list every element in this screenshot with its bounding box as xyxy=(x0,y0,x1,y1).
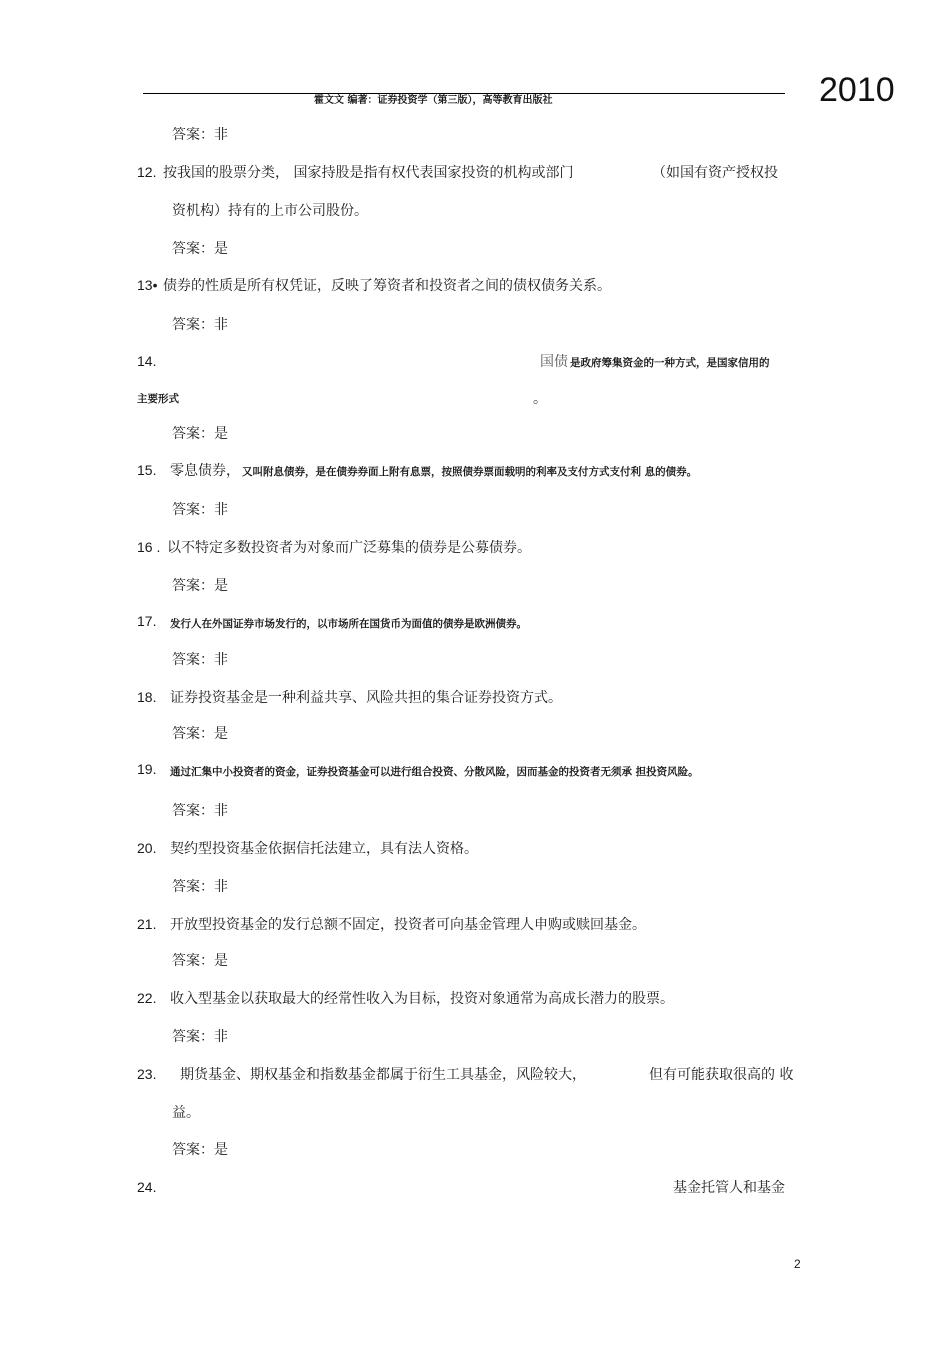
answer-19: 答案：非 xyxy=(172,803,228,819)
q18-text: 证券投资基金是一种利益共享、风险共担的集合证券投资方式。 xyxy=(170,690,562,706)
q16-number: 16 . xyxy=(137,539,161,555)
q14-end: 。 xyxy=(533,391,547,407)
q15-lead: 零息债券， xyxy=(170,463,240,479)
q23-text-1: 期货基金、期权基金和指数基金都属于衍生工具基金，风险较大， xyxy=(180,1067,586,1083)
q21-number: 21. xyxy=(137,916,157,932)
q12-text-1: 按我国的股票分类， 国家持股是指有权代表国家投资的机构或部门 xyxy=(163,165,574,181)
header-year: 2010 xyxy=(819,71,895,109)
answer-22: 答案：非 xyxy=(172,1029,228,1045)
q20-text: 契约型投资基金依据信托法建立，具有法人资格。 xyxy=(170,841,478,857)
q12-number: 12. xyxy=(137,164,157,180)
answer-20: 答案：非 xyxy=(172,879,228,895)
q23-number: 23. xyxy=(137,1066,157,1082)
q17-number: 17. xyxy=(137,613,157,629)
q14-text-2: 主要形式 xyxy=(137,393,179,405)
answer-18: 答案：是 xyxy=(172,726,228,742)
q23-text-3: 益。 xyxy=(172,1105,200,1121)
q12-text-2: （如国有资产授权投 xyxy=(652,165,778,181)
q14-number: 14. xyxy=(137,353,157,369)
q13-number: 13• xyxy=(137,277,158,293)
answer-23: 答案：是 xyxy=(172,1142,228,1158)
q17-text: 发行人在外国证券市场发行的，以市场所在国货币为面值的债券是欧洲债券。 xyxy=(170,618,527,630)
q23-text-2: 但有可能获取很高的 收 xyxy=(649,1067,794,1083)
answer-14: 答案：是 xyxy=(172,426,228,442)
q24-number: 24. xyxy=(137,1179,157,1195)
answer-16: 答案：是 xyxy=(172,578,228,594)
q15-number: 15. xyxy=(137,462,157,478)
answer-13: 答案：非 xyxy=(172,317,228,333)
q16-text: 以不特定多数投资者为对象而广泛募集的债券是公募债券。 xyxy=(167,540,531,556)
q24-text: 基金托管人和基金 xyxy=(673,1180,785,1196)
q18-number: 18. xyxy=(137,689,157,705)
answer-17: 答案：非 xyxy=(172,652,228,668)
q22-text: 收入型基金以获取最大的经常性收入为目标，投资对象通常为高成长潜力的股票。 xyxy=(170,991,674,1007)
page-number: 2 xyxy=(794,1257,801,1271)
answer-21: 答案：是 xyxy=(172,953,228,969)
q15-text: 又叫附息债券，是在债券券面上附有息票，按照债券票面载明的利率及支付方式支付利 息的债券。 xyxy=(242,466,698,478)
q13-text: 债券的性质是所有权凭证，反映了筹资者和投资者之间的债权债务关系。 xyxy=(163,278,611,294)
header-text: 霍文文 编著：证券投资学（第三版），高等教育出版社 xyxy=(314,95,553,106)
answer-12: 答案：是 xyxy=(172,241,228,257)
q19-number: 19. xyxy=(137,761,157,777)
q21-text: 开放型投资基金的发行总额不固定，投资者可向基金管理人申购或赎回基金。 xyxy=(170,917,646,933)
q20-number: 20. xyxy=(137,840,157,856)
q14-text-1: 是政府筹集资金的一种方式，是国家信用的 xyxy=(570,357,770,369)
q19-text: 通过汇集中小投资者的资金，证券投资基金可以进行组合投资、分散风险，因而基金的投资者无须承 担投资风险。 xyxy=(170,766,699,778)
q14-lead: 国债 xyxy=(540,354,568,370)
answer-15: 答案：非 xyxy=(172,502,228,518)
q22-number: 22. xyxy=(137,990,157,1006)
q12-text-3: 资机构）持有的上市公司股份。 xyxy=(172,203,368,219)
answer-11: 答案：非 xyxy=(172,127,228,143)
